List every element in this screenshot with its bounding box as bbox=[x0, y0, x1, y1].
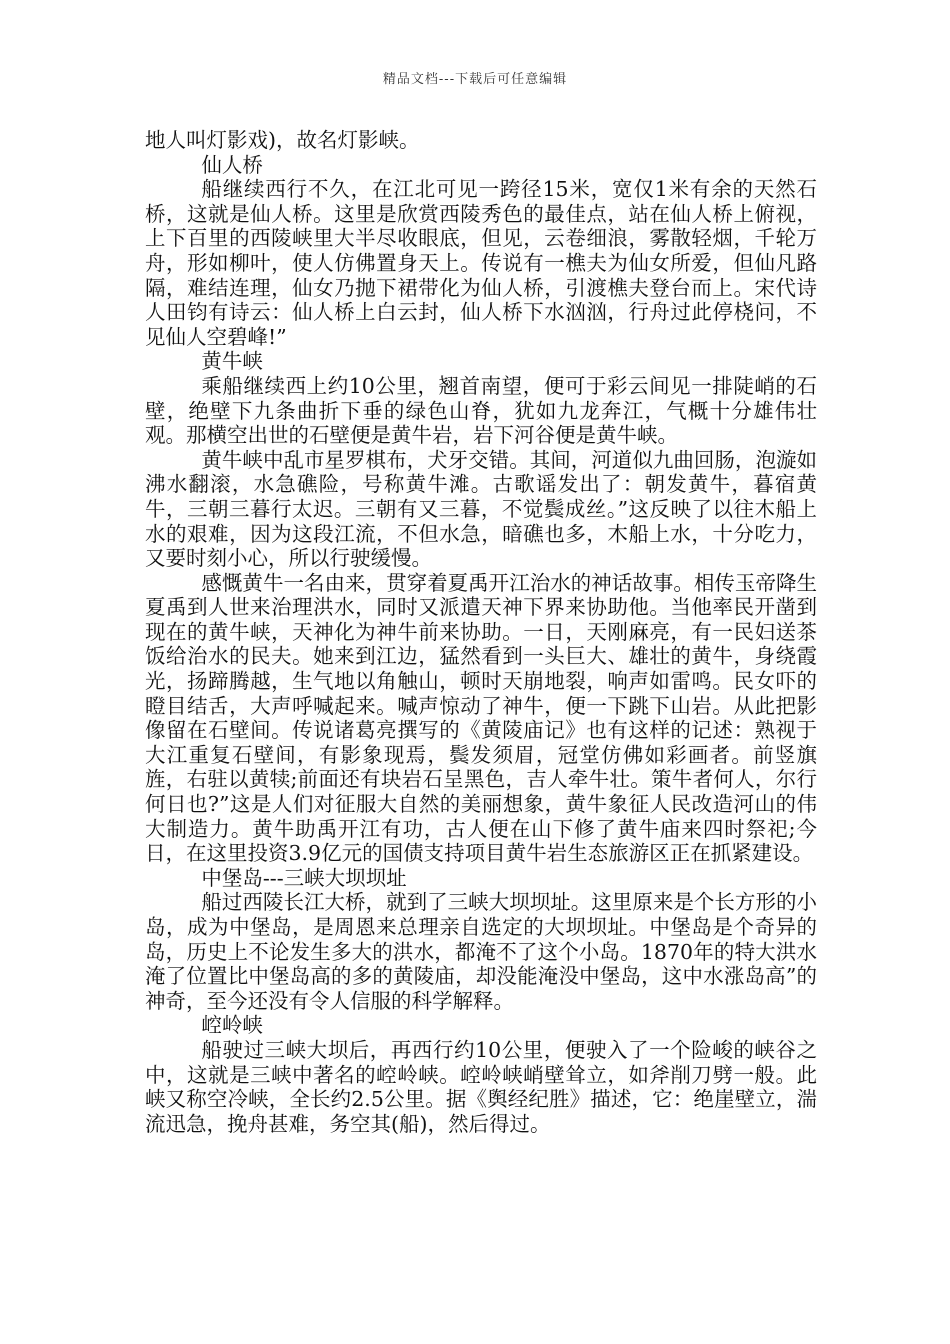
paragraph: 感慨黄牛一名由来，贯穿着夏禹开江治水的神话故事。相传玉帝降生夏禹到人世来治理洪水，同时又派遣天神下界来协助他。当他率民开凿到现在的黄牛峡，天神化为神牛前来协助。一日，天刚麻亮，有一民妇送茶饭给治水的民夫。她来到江边，猛然看到一头巨大、雄壮的黄牛，身绕霞光，扬蹄腾越，生气地以角触山，顿时天崩地裂，响声如雷鸣。民女吓的瞪目结舌，大声呼喊起来。喊声惊动了神牛，便一下跳下山岩。从此把影像留在石壁间。传说诸葛亮撰写的《黄陵庙记》也有这样的记述：熟视于大江重复石壁间，有影象现焉，鬓发须眉，冠堂仿佛如彩画者。前竖旗旌，右驻以黄犊;前面还有块岩石呈黑色，吉人牵牛壮。策牛者何人，尔行何日也?”这是人们对征服大自然的美丽想象，黄牛象征人民改造河山的伟大制造力。黄牛助禹开江有功，古人便在山下修了黄牛庙来四时祭祀;今日，在这里投资3.9亿元的国债支持项目黄牛岩生态旅游区正在抓紧建设。 bbox=[145, 570, 817, 866]
paragraph-continuation: 地人叫灯影戏)，故名灯影峡。 bbox=[145, 128, 420, 152]
document-body bbox=[145, 128, 817, 1136]
paragraph: 黄牛峡中乱市星罗棋布，犬牙交错。其间，河道似九曲回肠，泡漩如沸水翻滚，水急礁险，号称黄牛滩。古歌谣发出了：朝发黄牛，暮宿黄牛，三朝三暮行太迟。三朝有又三暮，不觉鬓成丝。”这反映了以往木船上水的艰难，因为这段江流，不但水急，暗礁也多，木船上水，十分吃力，又要时刻小心，所以行驶缓慢。 bbox=[145, 447, 817, 571]
paragraph: 船过西陵长江大桥，就到了三峡大坝坝址。这里原来是个长方形的小岛，成为中堡岛，是周恩来总理亲自选定的大坝坝址。中堡岛是个奇异的岛，历史上不论发生多大的洪水，都淹不了这个小岛。1870年的特大洪水淹了位置比中堡岛高的多的黄陵庙，却没能淹没中堡岛，这中水涨岛高”的神奇，至今还没有令人信服的科学解释。 bbox=[145, 890, 817, 1013]
section-heading-konglingxia: 崆岭峡 bbox=[201, 1013, 263, 1038]
paragraph: 乘船继续西上约10公里，翘首南望，便可于彩云间见一排陡峭的石壁，绝壁下九条曲折下垂的绿色山脊，犹如九龙奔江，气概十分雄伟壮观。那横空出世的石壁便是黄牛岩，岩下河谷便是黄牛峡。 bbox=[145, 373, 817, 448]
section-heading-zhongbaodao: 中堡岛---三峡大坝坝址 bbox=[201, 865, 407, 890]
page-header: 精品文档---下载后可任意编辑 bbox=[382, 72, 568, 87]
section-heading-xianrenqiao: 仙人桥 bbox=[201, 152, 263, 177]
section-heading-huangniuxia: 黄牛峡 bbox=[201, 349, 263, 374]
paragraph: 船继续西行不久，在江北可见一跨径15米，宽仅1米有余的天然石桥，这就是仙人桥。这里是欣赏西陵秀色的最佳点，站在仙人桥上俯视，上下百里的西陵峡里大半尽收眼底，但见，云卷细浪，雾散轻烟，千轮万舟，形如柳叶，使人仿佛置身天上。传说有一樵夫为仙女所爱，但仙凡路隔，难结连理，仙女乃抛下裙带化为仙人桥，引渡樵夫登台而上。宋代诗人田钧有诗云：仙人桥上白云封，仙人桥下水汹汹，行舟过此停桡问，不见仙人空碧峰!” bbox=[145, 177, 817, 349]
paragraph: 船驶过三峡大坝后，再西行约10公里，便驶入了一个险峻的峡谷之中，这就是三峡中著名的崆岭峡。崆岭峡峭壁耸立，如斧削刀劈一般。此峡又称空冷峡，全长约2.5公里。据《舆经纪胜》描述，它：绝崖壁立，湍流迅急，挽舟甚难，务空其(船)，然后得过。 bbox=[145, 1037, 817, 1136]
